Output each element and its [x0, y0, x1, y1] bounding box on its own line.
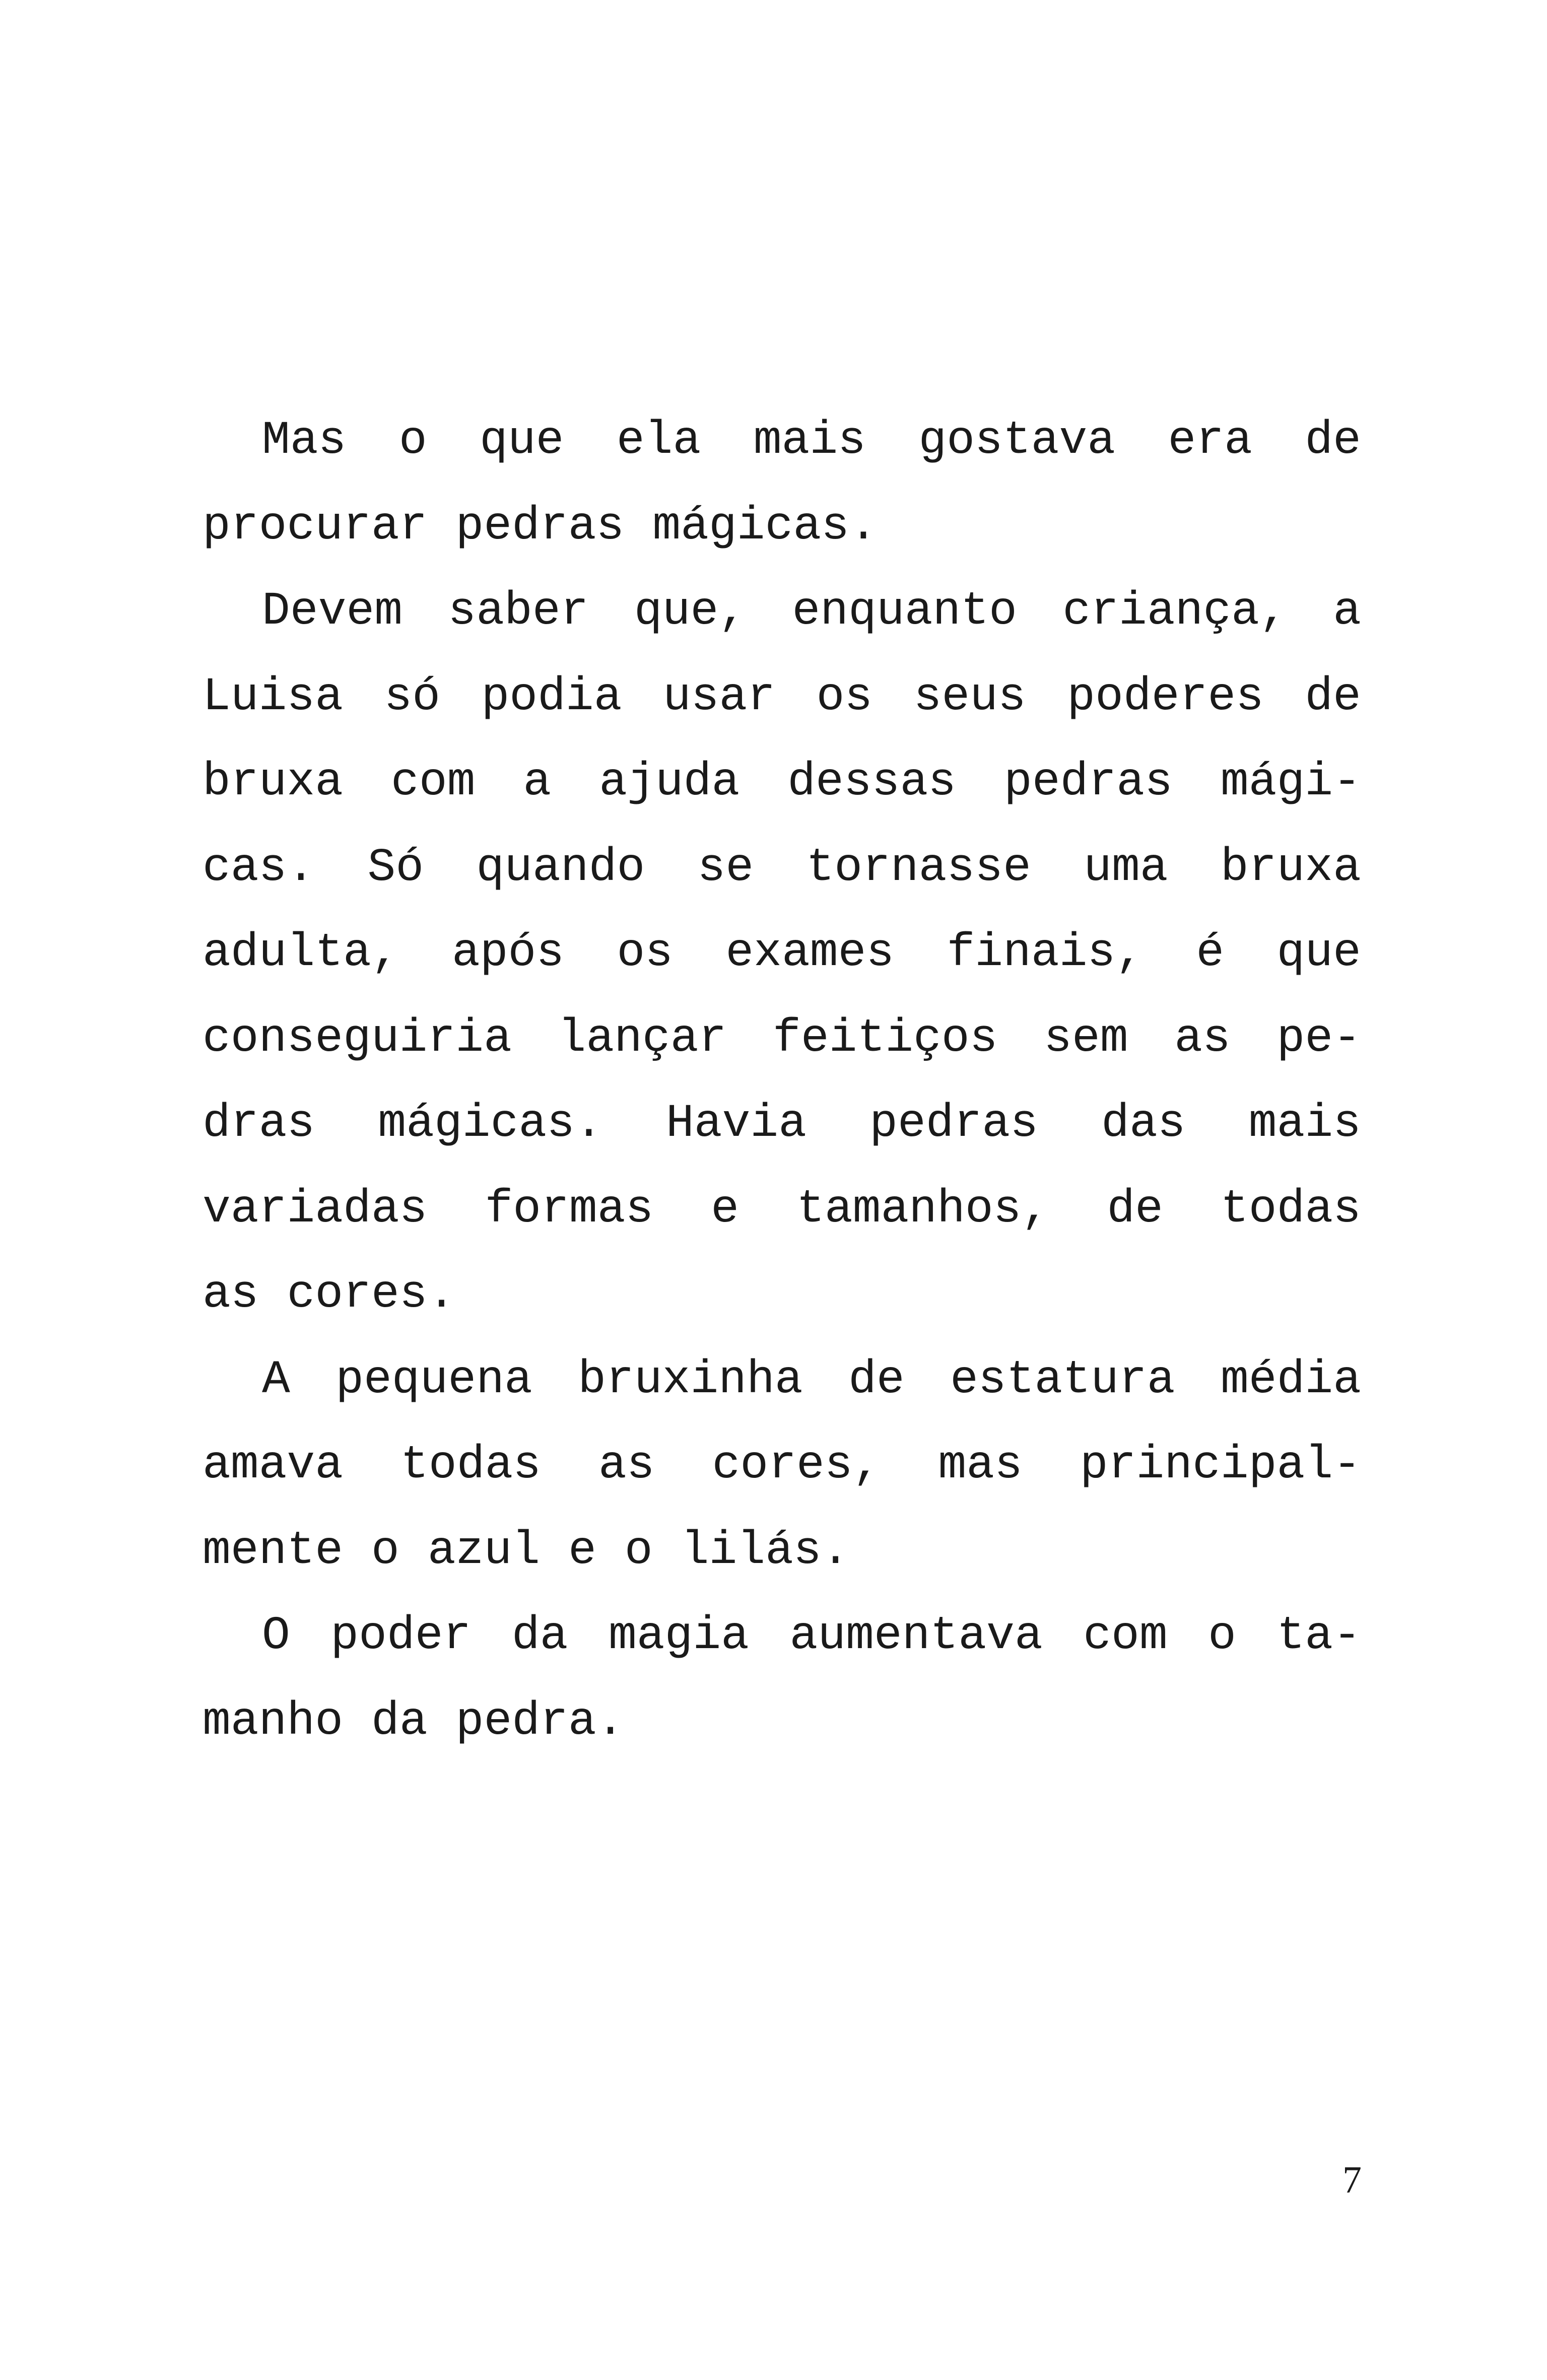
- word: conseguiria: [203, 1011, 512, 1065]
- word: formas: [485, 1182, 654, 1236]
- word: mente: [203, 1524, 344, 1577]
- word: ela: [616, 414, 701, 467]
- word: poderes: [1067, 670, 1264, 723]
- word: das: [1101, 1097, 1186, 1150]
- word: ajuda: [599, 756, 740, 808]
- word: com: [391, 756, 476, 808]
- word: o: [371, 1524, 399, 1577]
- word: o: [398, 414, 427, 467]
- word: O: [262, 1609, 290, 1662]
- word: só: [384, 670, 441, 723]
- word: magia: [608, 1609, 749, 1662]
- word: bruxa: [203, 756, 344, 808]
- word: amava: [203, 1439, 344, 1491]
- word: mais: [1248, 1097, 1361, 1150]
- word: pedras: [869, 1097, 1039, 1150]
- word: se: [697, 841, 754, 894]
- word: todas: [400, 1439, 542, 1491]
- word: exames: [725, 926, 895, 979]
- word: Devem: [262, 585, 403, 638]
- word: uma: [1084, 841, 1168, 894]
- word: cores,: [712, 1439, 881, 1491]
- word: bruxinha: [578, 1353, 803, 1406]
- word: média: [1220, 1353, 1361, 1406]
- word: as: [1174, 1011, 1231, 1065]
- word: os: [617, 926, 674, 979]
- word: todas: [1220, 1182, 1361, 1236]
- word: pedras: [1004, 756, 1173, 808]
- text-line: [203, 1679, 1361, 1764]
- word: dras: [203, 1097, 315, 1150]
- text-line: [203, 1167, 1361, 1252]
- text-line: [203, 825, 1361, 911]
- word: mágicas.: [652, 499, 878, 553]
- word: azul: [427, 1524, 541, 1577]
- word: enquanto: [792, 585, 1017, 638]
- word: seus: [913, 670, 1026, 723]
- word: era: [1168, 414, 1252, 467]
- word: o: [1208, 1609, 1236, 1662]
- word: cas.: [203, 841, 315, 894]
- word: tamanhos,: [796, 1182, 1050, 1236]
- word: Só: [367, 841, 424, 894]
- word: de: [1107, 1182, 1163, 1236]
- text-line: [203, 1422, 1361, 1508]
- word: poder: [330, 1609, 472, 1662]
- word: tornasse: [806, 841, 1031, 894]
- word: variadas: [203, 1182, 428, 1236]
- text-line: [203, 398, 1361, 484]
- text-line: [203, 654, 1361, 740]
- word: lilás.: [681, 1524, 850, 1577]
- text-line: [203, 739, 1361, 825]
- word: pe-: [1276, 1011, 1361, 1065]
- word: bruxa: [1220, 841, 1361, 894]
- body-text: [203, 398, 1361, 1764]
- word: mas: [938, 1439, 1023, 1491]
- word: de: [1305, 670, 1361, 723]
- word: e: [711, 1182, 739, 1236]
- text-line: [203, 1593, 1361, 1679]
- word: gostava: [918, 414, 1116, 467]
- word: usar: [662, 670, 776, 723]
- word: A: [262, 1353, 290, 1406]
- word: procurar: [203, 499, 428, 553]
- word: Mas: [262, 414, 347, 467]
- word: a: [523, 756, 552, 808]
- text-line: [203, 1337, 1361, 1423]
- text-line: [203, 569, 1361, 654]
- word: cores.: [287, 1268, 456, 1321]
- word: mágicas.: [378, 1097, 603, 1150]
- text-line: [203, 1081, 1361, 1167]
- word: estatura: [950, 1353, 1175, 1406]
- word: da: [511, 1609, 568, 1662]
- text-line: [203, 1252, 1361, 1337]
- word: que: [1276, 926, 1361, 979]
- word: criança,: [1062, 585, 1288, 638]
- word: principal-: [1080, 1439, 1361, 1491]
- word: adulta,: [203, 926, 399, 979]
- word: Havia: [665, 1097, 807, 1150]
- word: mais: [753, 414, 866, 467]
- word: Luisa: [203, 670, 344, 723]
- word: manho: [203, 1694, 344, 1748]
- word: os: [816, 670, 873, 723]
- word: mági-: [1220, 756, 1361, 808]
- word: da: [371, 1694, 428, 1748]
- text-line: [203, 484, 1361, 569]
- word: podia: [481, 670, 622, 723]
- text-line: [203, 910, 1361, 996]
- word: quando: [476, 841, 645, 894]
- word: com: [1083, 1609, 1168, 1662]
- word: ta-: [1276, 1609, 1361, 1662]
- word: sem: [1044, 1011, 1128, 1065]
- word: saber: [448, 585, 589, 638]
- page-number: 7: [1342, 2159, 1362, 2201]
- word: de: [848, 1353, 905, 1406]
- word: e: [568, 1524, 596, 1577]
- word: dessas: [787, 756, 957, 808]
- word: aumentava: [789, 1609, 1043, 1662]
- word: de: [1305, 414, 1361, 467]
- word: que: [480, 414, 564, 467]
- word: as: [598, 1439, 655, 1491]
- word: o: [624, 1524, 653, 1577]
- word: a: [1333, 585, 1361, 638]
- word: feitiços: [773, 1011, 998, 1065]
- word: pedras: [455, 499, 625, 553]
- text-line: [203, 1508, 1361, 1594]
- word: após: [451, 926, 565, 979]
- word: pedra.: [455, 1694, 625, 1748]
- text-line: [203, 996, 1361, 1081]
- word: que,: [634, 585, 747, 638]
- word: as: [203, 1268, 259, 1321]
- word: lançar: [558, 1011, 727, 1065]
- word: é: [1196, 926, 1225, 979]
- word: pequena: [335, 1353, 532, 1406]
- word: finais,: [947, 926, 1144, 979]
